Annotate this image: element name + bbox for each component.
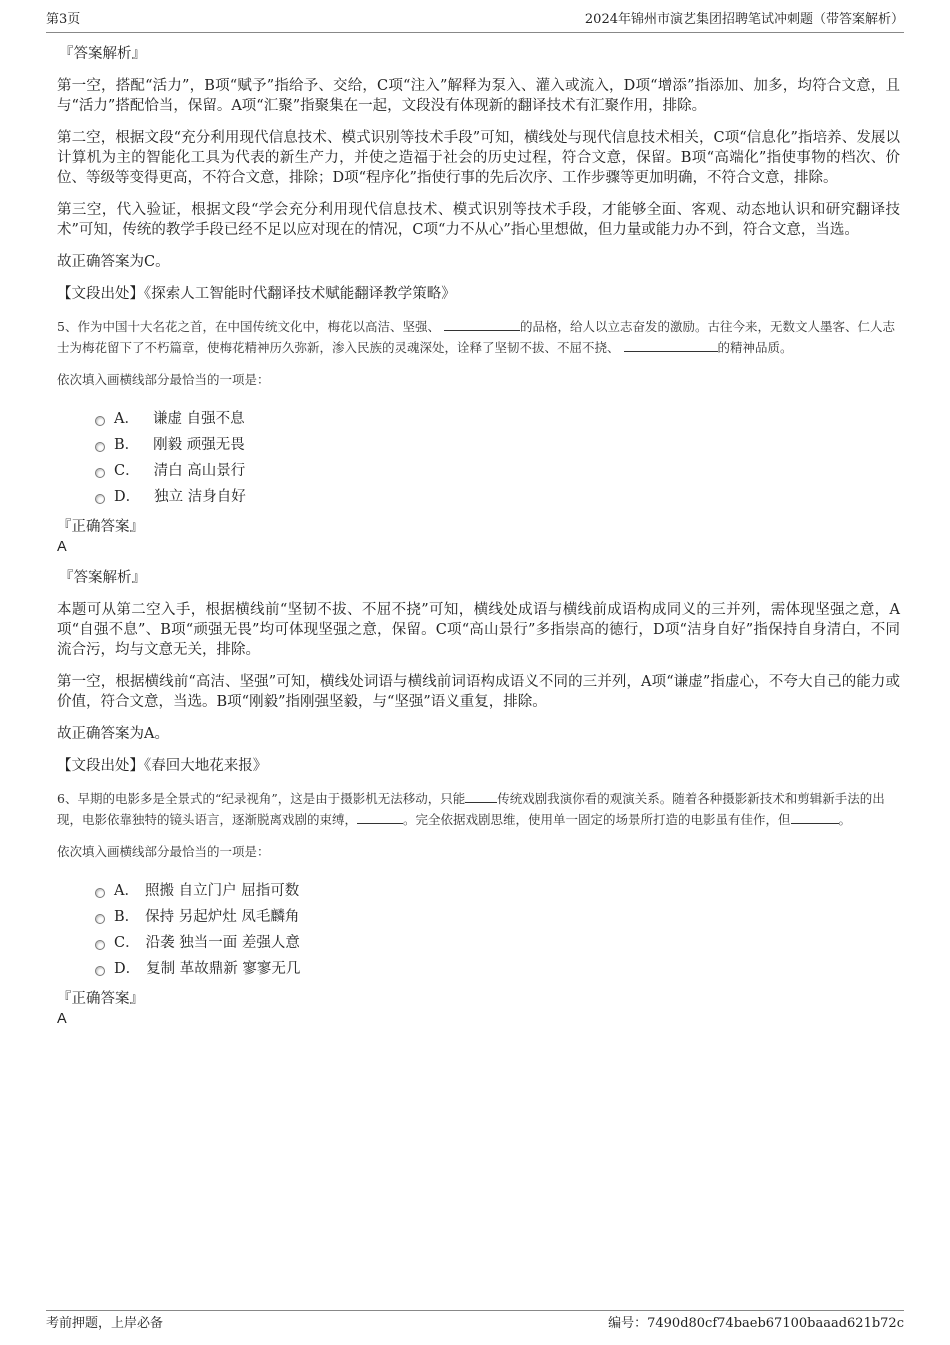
radio-button-icon[interactable] bbox=[95, 416, 105, 426]
analysis-label: 『答案解析』 bbox=[59, 46, 146, 62]
question-5-prompt: 依次填入画横线部分最恰当的一项是： bbox=[57, 372, 270, 387]
fill-blank bbox=[357, 809, 403, 824]
analysis-label: 『答案解析』 bbox=[59, 570, 146, 586]
option-c[interactable]: C． 沿袭 独当一面 差强人意 bbox=[95, 930, 900, 956]
option-b[interactable]: B． 保持 另起炉灶 凤毛麟角 bbox=[95, 904, 900, 930]
option-a[interactable]: A． 谦虚 自强不息 bbox=[95, 406, 900, 432]
document-title: 2024年锦州市演艺集团招聘笔试冲刺题（带答案解析） bbox=[584, 12, 904, 27]
analysis-paragraph: 第二空，根据文段“充分利用现代信息技术、模式识别等技术手段”可知，横线处与现代信息技术相关，C项“信息化”指培养、发展以计算机为主的智能化工具为代表的新生产力，并使之造福于社会的历史过程，符合文意，保留。B项“高端化”指使事物的档次、价位、等级等变得更高，不符合文意，排除；D项“程序化”指使行事的先后次序、工作步骤等更加明确，不符合文意，排除。 bbox=[57, 130, 900, 186]
radio-button-icon[interactable] bbox=[95, 442, 105, 452]
conclusion: 故正确答案为C。 bbox=[57, 254, 170, 270]
source-citation: 【文段出处】《探索人工智能时代翻译技术赋能翻译教学策略》 bbox=[57, 286, 456, 302]
question-5-options bbox=[95, 406, 900, 510]
page-number: 第3页 bbox=[46, 12, 81, 27]
radio-button-icon[interactable] bbox=[95, 940, 105, 950]
fill-blank bbox=[624, 337, 718, 352]
radio-button-icon[interactable] bbox=[95, 468, 105, 478]
option-a[interactable]: A． 照搬 自立门户 屈指可数 bbox=[95, 878, 900, 904]
page-footer bbox=[46, 1310, 904, 1335]
correct-answer-value: A bbox=[57, 539, 67, 555]
document-code: 编号：7490d80cf74baeb67100baaad621b72c bbox=[608, 1316, 904, 1331]
option-d[interactable]: D． 独立 洁身自好 bbox=[95, 484, 900, 510]
footer-slogan: 考前押题，上岸必备 bbox=[46, 1316, 164, 1331]
conclusion: 故正确答案为A。 bbox=[57, 726, 169, 742]
question-6-text: 6、早期的电影多是全景式的“纪录视角”，这是由于摄影机无法移动，只能 传统戏剧我演你看的观演关系。随着各种摄影新技术和剪辑新手法的出现，电影依靠独特的镜头语言，逐渐脱离戏剧的束缚， 。完全依据戏剧思维，使用单一固定的场景所打造的电影虽有佳作，但 。 bbox=[57, 788, 900, 830]
radio-button-icon[interactable] bbox=[95, 888, 105, 898]
option-c[interactable]: C． 清白 高山景行 bbox=[95, 458, 900, 484]
correct-answer-label: 『正确答案』 bbox=[57, 991, 144, 1007]
question-6-prompt: 依次填入画横线部分最恰当的一项是： bbox=[57, 844, 270, 859]
option-b[interactable]: B． 刚毅 顽强无畏 bbox=[95, 432, 900, 458]
question-5-text: 5、作为中国十大名花之首，在中国传统文化中，梅花以高洁、坚强、 的品格，给人以立志奋发的激励。古往今来，无数文人墨客、仁人志士为梅花留下了不朽篇章，使梅花精神历久弥新，渗入民族的灵魂深处，诠释了坚韧不拔、不屈不挠、 的精神品质。 bbox=[57, 316, 900, 358]
analysis-paragraph: 第一空，根据横线前“高洁、坚强”可知，横线处词语与横线前词语构成语义不同的三并列，A项“谦虚”指虚心，不夸大自己的能力或价值，符合文意，当选。B项“刚毅”指刚强坚毅，与“坚强”语义重复，排除。 bbox=[57, 674, 900, 710]
analysis-paragraph: 本题可从第二空入手，根据横线前“坚韧不拔、不屈不挠”可知，横线处成语与横线前成语构成同义的三并列，需体现坚强之意，A项“自强不息”、B项“顽强无畏”均可体现坚强之意，保留。C项“高山景行”多指崇高的德行，D项“洁身自好”指保持自身清白，不同流合污，均与文意无关，排除。 bbox=[57, 602, 900, 658]
radio-button-icon[interactable] bbox=[95, 494, 105, 504]
fill-blank bbox=[444, 316, 520, 331]
analysis-paragraph: 第一空，搭配“活力”，B项“赋予”指给予、交给，C项“注入”解释为泵入、灌入或流入，D项“增添”指添加、加多，均符合文意，且与“活力”搭配恰当，保留。A项“汇聚”指聚集在一起，文段没有体现新的翻译技术有汇聚作用，排除。 bbox=[57, 78, 900, 114]
source-citation: 【文段出处】《春回大地花来报》 bbox=[57, 758, 268, 774]
page-content bbox=[57, 44, 900, 1040]
page-header bbox=[46, 10, 904, 33]
fill-blank bbox=[791, 809, 839, 824]
radio-button-icon[interactable] bbox=[95, 966, 105, 976]
option-d[interactable]: D． 复制 革故鼎新 寥寥无几 bbox=[95, 956, 900, 982]
radio-button-icon[interactable] bbox=[95, 914, 105, 924]
correct-answer-value: A bbox=[57, 1011, 67, 1027]
fill-blank bbox=[465, 788, 497, 803]
question-6-options bbox=[95, 878, 900, 982]
analysis-paragraph: 第三空，代入验证，根据文段“学会充分利用现代信息技术、模式识别等技术手段，才能够全面、客观、动态地认识和研究翻译技术”可知，传统的教学手段已经不足以应对现在的情况，C项“力不从心”指心里想做，但力量或能力办不到，符合文意，当选。 bbox=[57, 202, 900, 238]
correct-answer-label: 『正确答案』 bbox=[57, 519, 144, 535]
